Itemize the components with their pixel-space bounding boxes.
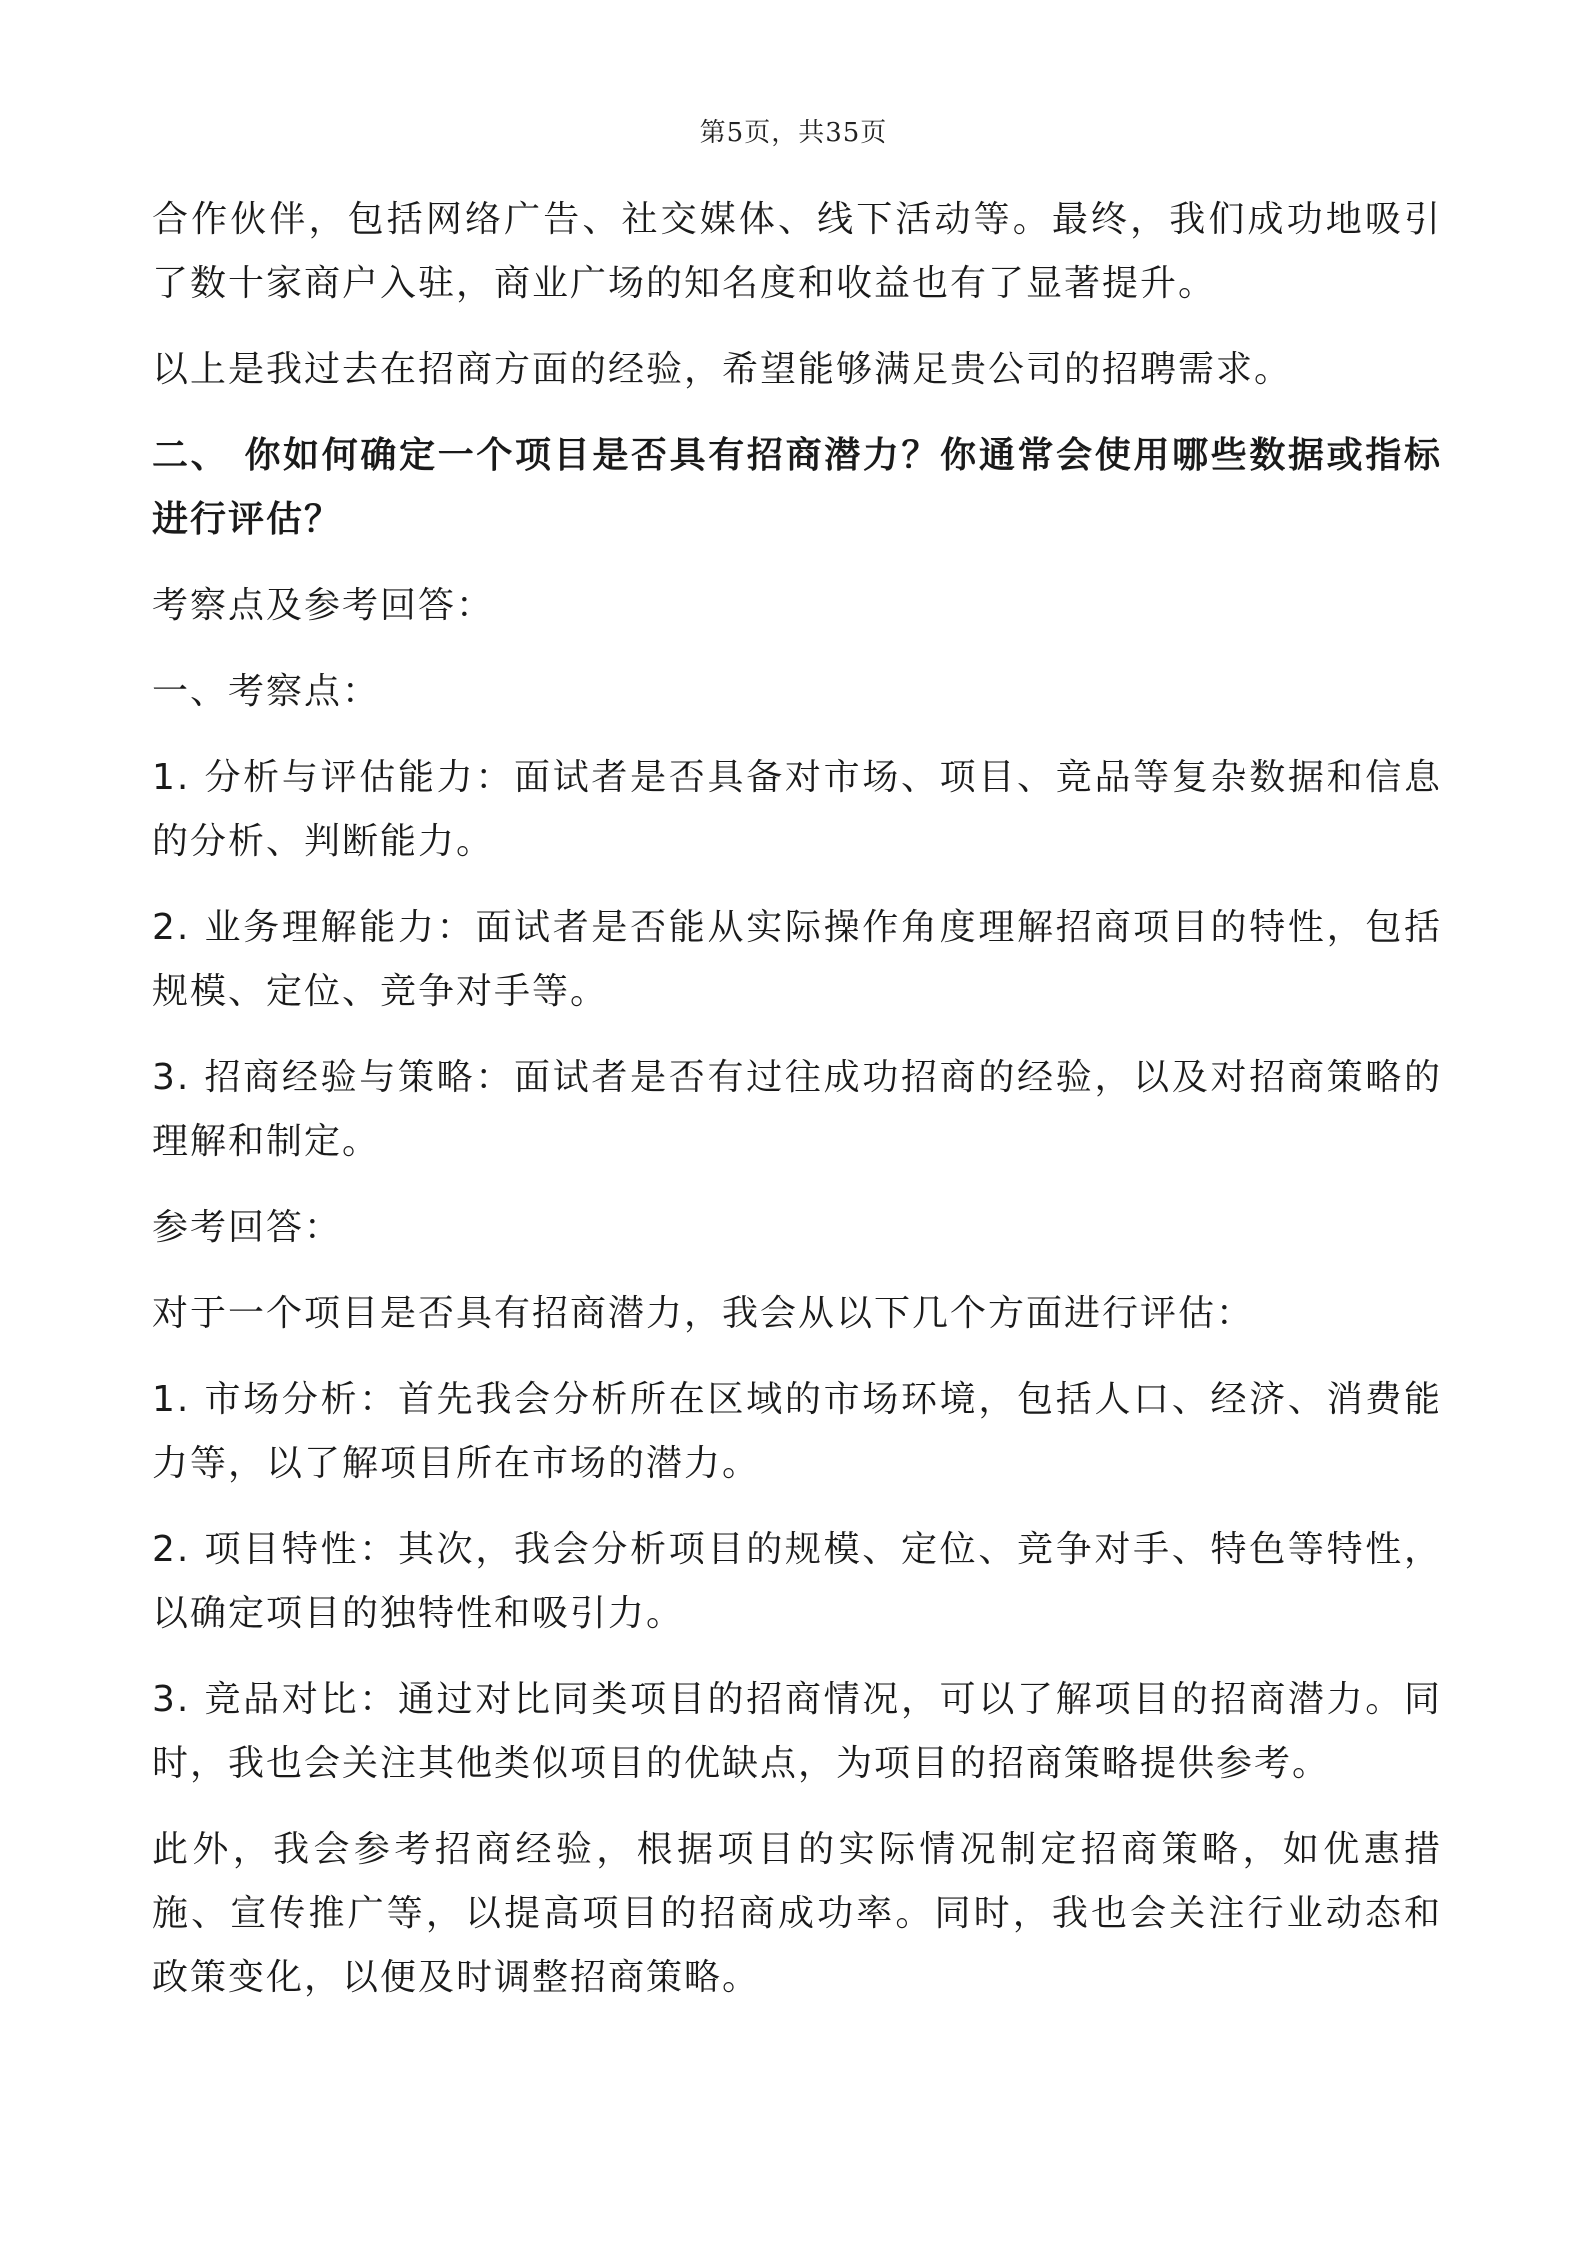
answer-item-2: 2. 项目特性：其次，我会分析项目的规模、定位、竞争对手、特色等特性，以确定项目的独特性和吸引力。 bbox=[152, 1529, 1442, 1634]
section-label-points: 一、考察点： bbox=[152, 671, 381, 712]
paragraph-experience-summary: 以上是我过去在招商方面的经验，希望能够满足贵公司的招聘需求。 bbox=[152, 349, 1293, 390]
document-body bbox=[152, 188, 1442, 2032]
section-label-points-and-answer: 考察点及参考回答： bbox=[152, 585, 495, 626]
point-item-3: 3. 招商经验与策略：面试者是否有过往成功招商的经验，以及对招商策略的理解和制定。 bbox=[152, 1057, 1442, 1162]
answer-item-3: 3. 竞品对比：通过对比同类项目的招商情况，可以了解项目的招商潜力。同时，我也会关注其他类似项目的优缺点，为项目的招商策略提供参考。 bbox=[152, 1679, 1442, 1784]
point-item-1: 1. 分析与评估能力：面试者是否具备对市场、项目、竞品等复杂数据和信息的分析、判断能力。 bbox=[152, 757, 1442, 862]
answer-intro: 对于一个项目是否具有招商潜力，我会从以下几个方面进行评估： bbox=[152, 1293, 1255, 1334]
page-indicator: 第5页，共35页 bbox=[699, 118, 888, 148]
section-label-answer: 参考回答： bbox=[152, 1207, 343, 1248]
answer-conclusion: 此外，我会参考招商经验，根据项目的实际情况制定招商策略，如优惠措施、宣传推广等，以提高项目的招商成功率。同时，我也会关注行业动态和政策变化，以便及时调整招商策略。 bbox=[152, 1829, 1442, 1998]
paragraph-previous-experience: 合作伙伴，包括网络广告、社交媒体、线下活动等。最终，我们成功地吸引了数十家商户入驻，商业广场的知名度和收益也有了显著提升。 bbox=[152, 199, 1442, 304]
point-item-2: 2. 业务理解能力：面试者是否能从实际操作角度理解招商项目的特性，包括规模、定位、竞争对手等。 bbox=[152, 907, 1442, 1012]
answer-item-1: 1. 市场分析：首先我会分析所在区域的市场环境，包括人口、经济、消费能力等，以了解项目所在市场的潜力。 bbox=[152, 1379, 1442, 1484]
question-heading: 二、 你如何确定一个项目是否具有招商潜力？你通常会使用哪些数据或指标进行评估？ bbox=[152, 435, 1442, 540]
